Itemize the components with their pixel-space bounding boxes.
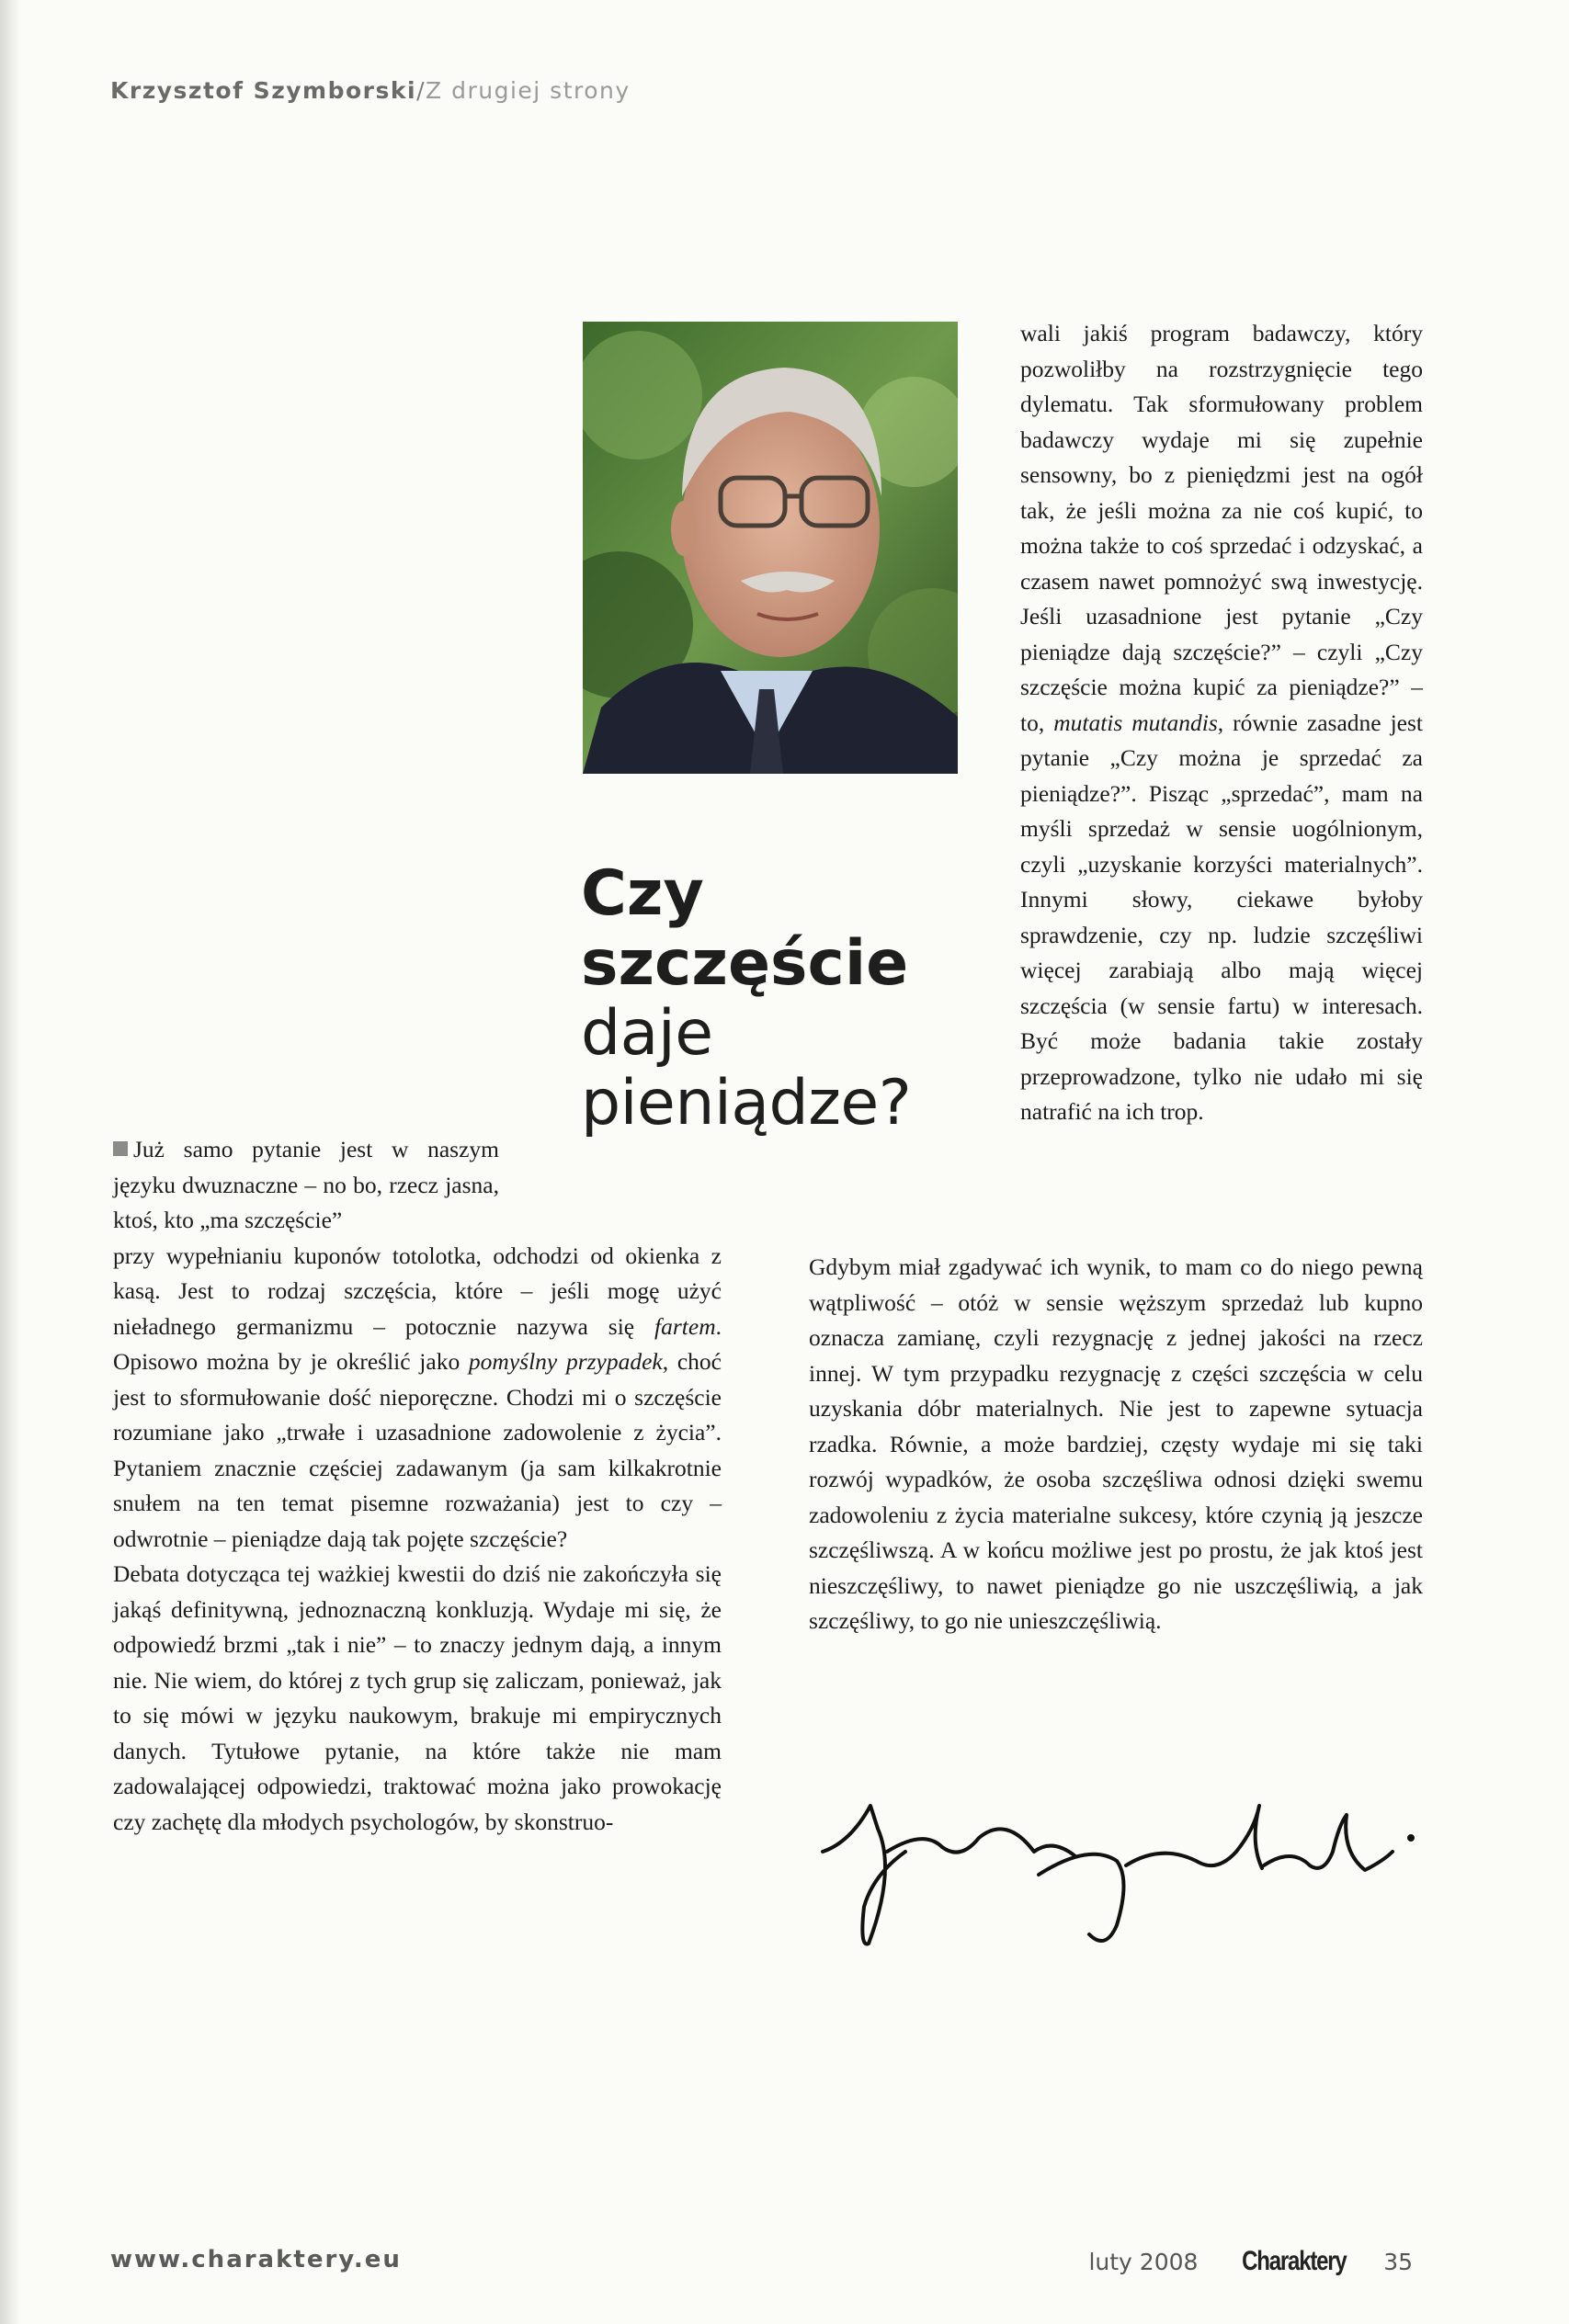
left-p1-italic-pomyslny: pomyślny przypadek — [468, 1348, 663, 1375]
left-p1-text-a: przy wypełnianiu kuponów totolotka, odchodzi od okienka z kasą. Jest to rodzaj szczęścia, które – jeśli mogę użyć nieładnego germanizmu – potocznie nazywa się — [113, 1241, 722, 1340]
right-paragraph-2: Gdybym miał zgadywać ich wynik, to mam co do niego pewną wątpliwość – otóż w sensie węższym sprzedaż lub kupno oznacza zamianę, czyli rezygnację z jednej jakości na rzecz innej. W tym przypadku rezygnację z części szczęścia w celu uzyskania dóbr materialnych. Nie jest to zapewne sytuacja rzadka. Równie, a może bardziej, częsty wydaje mi się taki rozwój wypadków, że osoba szczęśliwa odnosi dzięki swemu zadowoleniu z życia materialne sukcesy, które czynią ją jeszcze szczęśliwszą. A w końcu możliwe jest po prostu, że jak ktoś jest nieszczęśliwy, to nawet pieniądze go nie uszczęśliwią, a jak szczęśliwy, to go nie unieszczęśliwią. — [809, 1253, 1423, 1634]
left-p1-italic-fart: fartem — [654, 1312, 716, 1340]
portrait-photo-icon — [583, 322, 958, 774]
left-p1-text-c: , choć jest to sformułowanie dość nieporęczne. Chodzi mi o szczęście rozumiane jako „trwałe i uzasadnione zadowolenie z życia”. Pytaniem znacznie częściej zadawanym (ja sam kilkakrotnie snułem na ten temat pisemne rozważania) jest to czy – odwrotnie – pieniądze dają tak pojęte szczęście? — [113, 1348, 722, 1552]
author-portrait-photo — [583, 322, 958, 774]
left-paragraph-lead — [113, 1132, 499, 1239]
bullet-square-icon — [113, 1141, 128, 1156]
footer-website: www.charaktery.eu — [110, 2246, 402, 2273]
footer-issue-info — [1088, 2246, 1413, 2277]
right-column-top-text — [1020, 316, 1423, 1130]
author-signature — [813, 1787, 1420, 1953]
handwritten-signature-icon — [813, 1787, 1420, 1953]
header-section: Z drugiej strony — [426, 77, 631, 104]
left-p1-narrow-text: Już samo pytanie jest w naszym języku dwuznaczne – no bo, rzecz jasna, ktoś, kto „ma szczęście” — [113, 1136, 499, 1233]
right-paragraph-1 — [1020, 316, 1423, 1130]
header-separator: / — [416, 77, 426, 104]
footer-issue-date: luty 2008 — [1088, 2249, 1199, 2275]
right-p1-text-b: , równie zasadne jest pytanie „Czy można je sprzedać za pieniądze?”. Pisząc „sprzedać”, mam na myśli sprzedaż w sensie uogólnionym, czyli „uzyskanie korzyści materialnych”. Innymi słowy, ciekawe byłoby sprawdzenie, czy np. ludzie szczęśliwi więcej zarabiają albo mają więcej szczęścia (w sensie fartu) w interesach. Być może badania takie zostały przeprowadzone, tylko nie udało mi się natrafić na ich trop. — [1020, 709, 1423, 1125]
left-paragraph-1 — [113, 1239, 722, 1558]
right-p1-text-a: wali jakiś program badawczy, który pozwoliłby na rozstrzygnięcie tego dylematu. Tak sformułowany problem badawczy wydaje mi się zupełnie sensowny, bo z pieniędzmi jest na ogół tak, że jeśli można za nie coś kupić, to można także to coś sprzedać i odzyskać, a czasem nawet pomnożyć swą inwestycję. Jeśli uzasadnione jest pytanie „Czy pieniądze dają szczęście?” – czyli „Czy szczęście można kupić za pieniądze?” – to, — [1020, 320, 1423, 736]
header-author: Krzysztof Szymborski — [110, 77, 417, 104]
headline-line-2: szczęście — [581, 927, 909, 1000]
footer-page-number: 35 — [1383, 2249, 1413, 2275]
page-binding-shadow — [0, 0, 20, 2324]
article-headline — [581, 859, 967, 1139]
left-p1-text-b: . Opisowo można by je określić jako — [113, 1312, 722, 1375]
right-column-bottom-text — [809, 1250, 1423, 1639]
running-header — [110, 77, 631, 104]
left-column-text — [113, 1132, 722, 1840]
footer-magazine-logo: Charaktery — [1242, 2246, 1347, 2276]
headline-line-4: pieniądze? — [581, 1067, 912, 1139]
right-p1-italic-mutatis: mutatis mutandis — [1053, 709, 1218, 736]
headline-line-1: Czy — [581, 857, 704, 930]
left-paragraph-2: Debata dotycząca tej ważkiej kwestii do dziś nie zakończyła się jakąś definitywną, jednoznaczną konkluzją. Wydaje mi się, że odpowiedź brzmi „tak i nie” – to znaczy jednym dają, a innym nie. Nie wiem, do której z tych grup się zaliczam, ponieważ, jak to się mówi w języku naukowym, brakuje mi empirycznych danych. Tytułowe pytanie, na które także nie mam zadowalającej odpowiedzi, traktować można jako prowokację czy zachętę dla młodych psychologów, by skonstruo- — [113, 1560, 722, 1835]
headline-line-3: daje — [581, 997, 713, 1070]
